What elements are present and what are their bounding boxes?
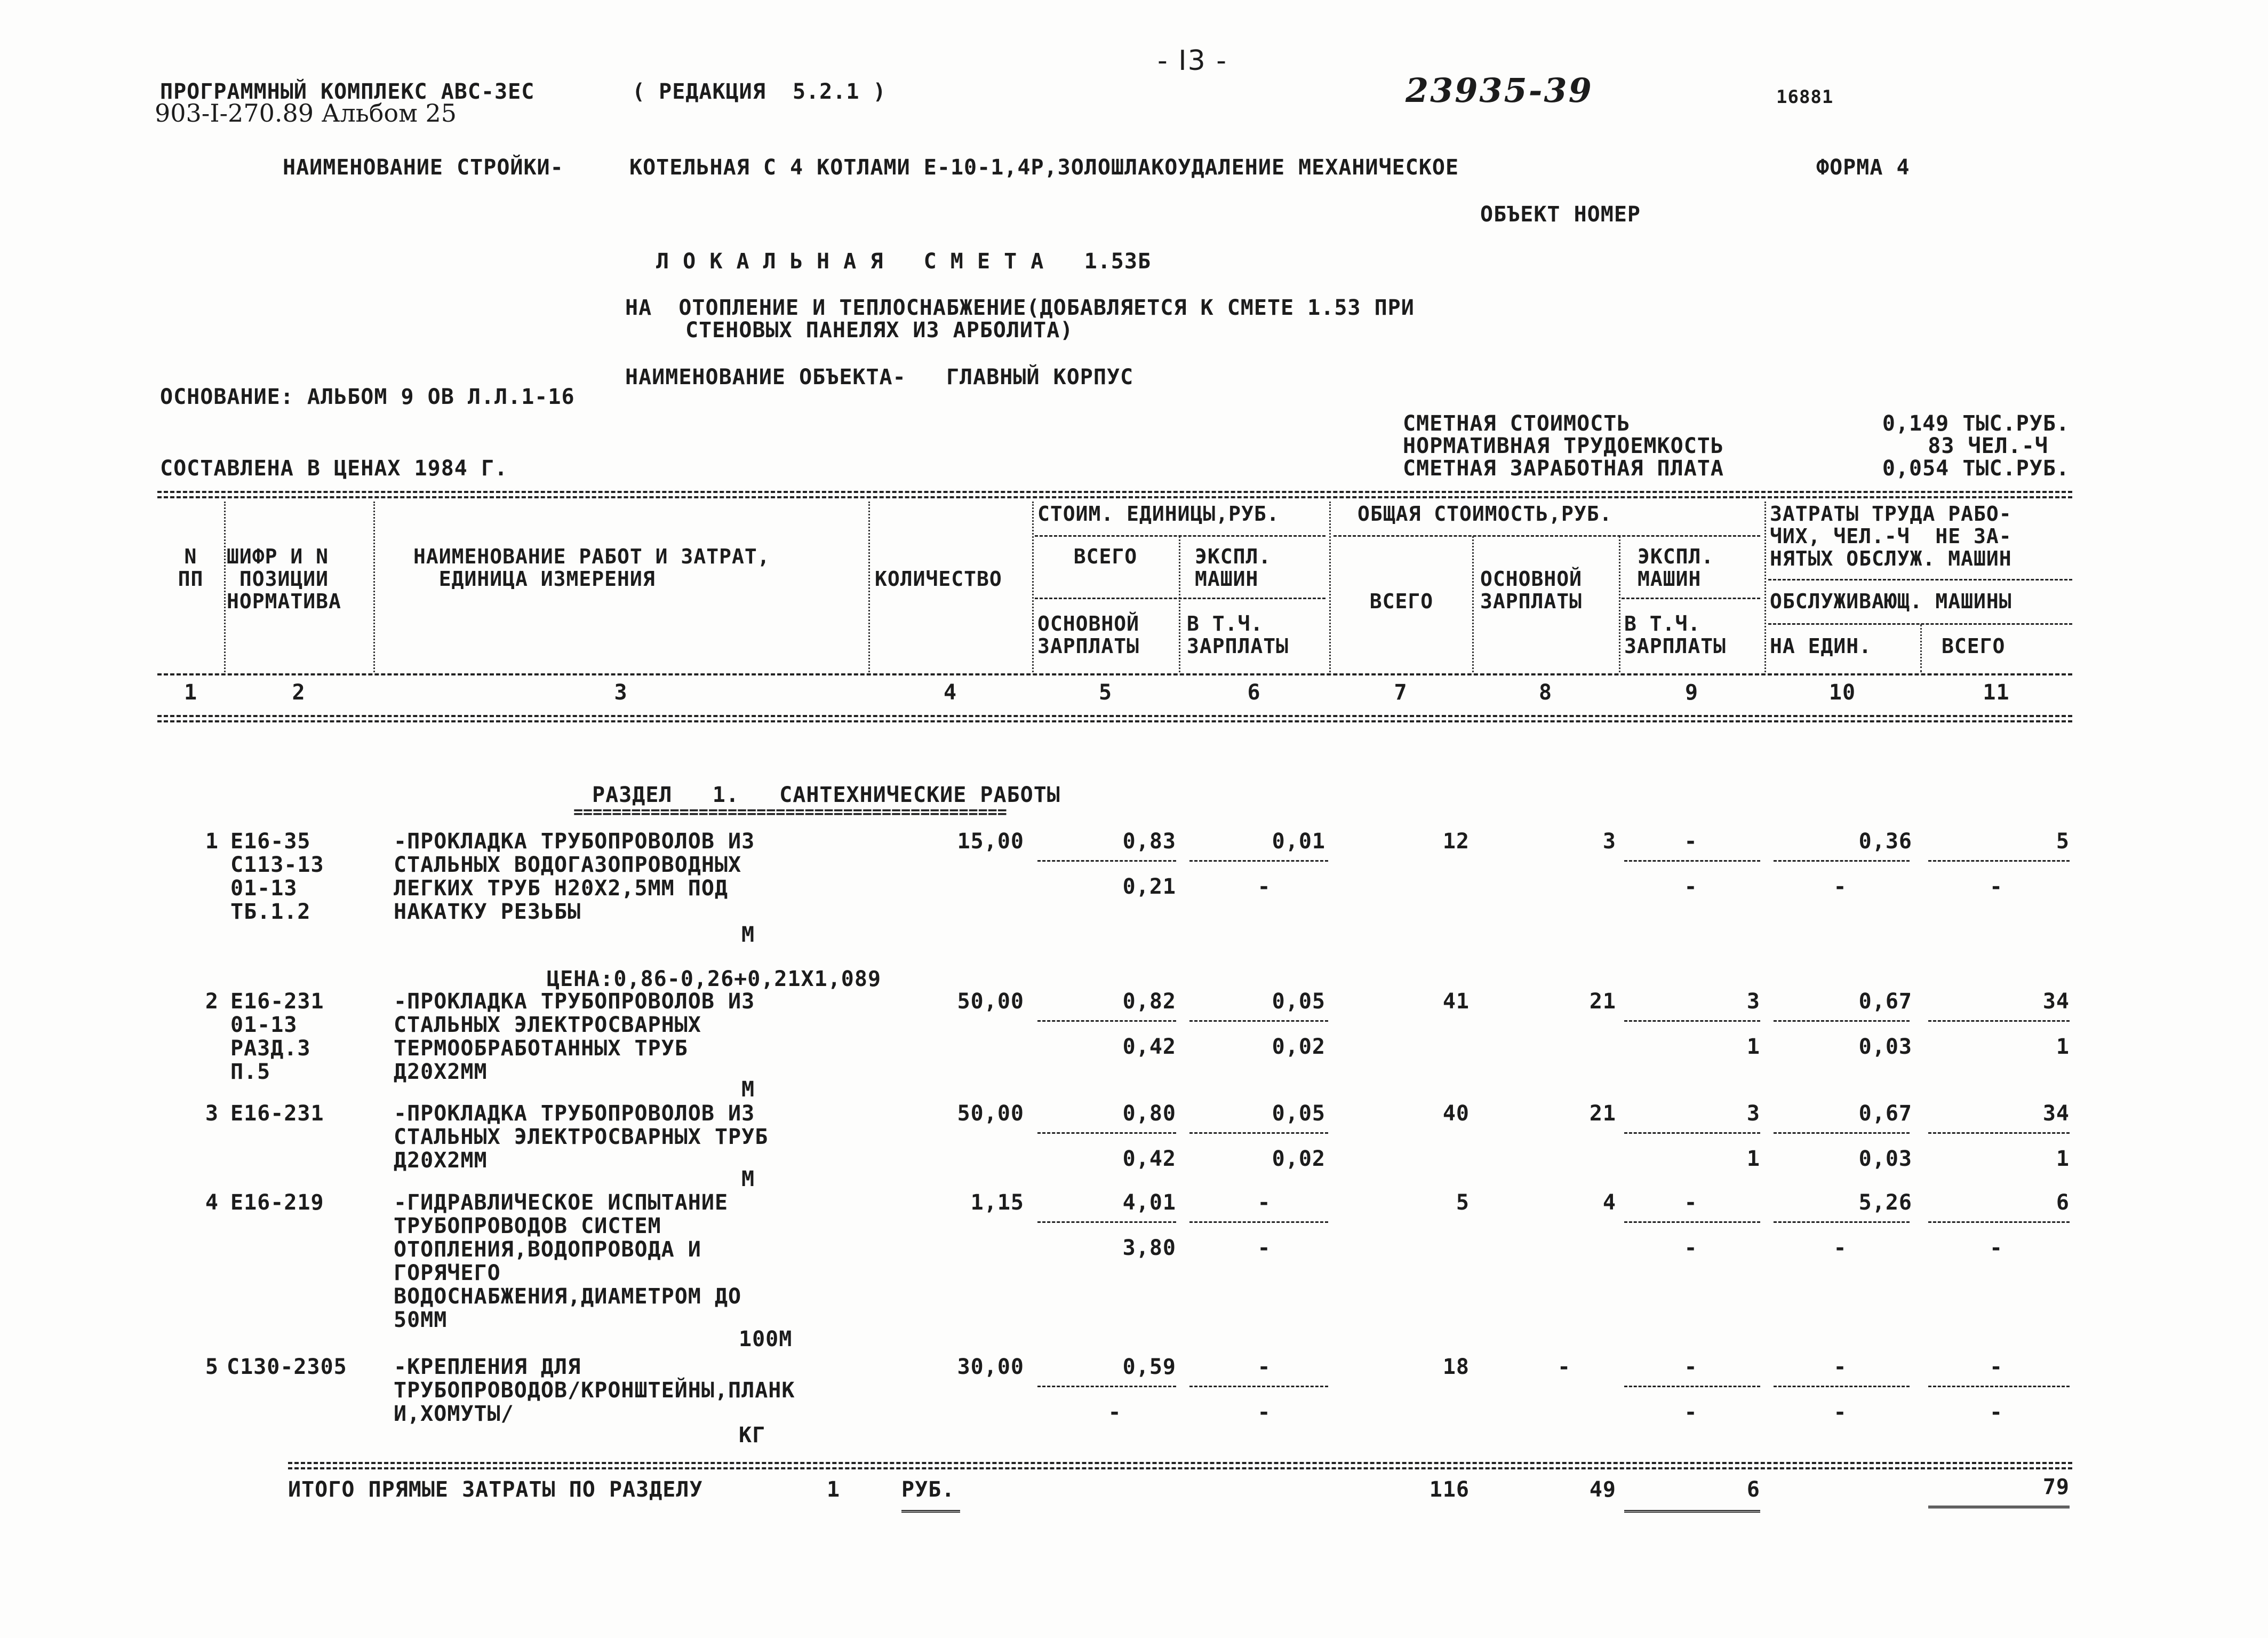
col-header-total-machine-wage: В Т.Ч. ЗАРПЛАТЫ	[1624, 612, 1727, 658]
cell-rule	[1624, 860, 1760, 862]
cell-rule	[1037, 1221, 1176, 1223]
cell-rule	[1624, 1221, 1760, 1223]
row-machine-labor-total: -	[1989, 1400, 2003, 1425]
summary-value-cost: 0,149 ТЫС.РУБ.	[1882, 411, 2070, 436]
column-number-bottom-rule-2	[157, 720, 2072, 722]
row-total: 5	[1456, 1190, 1470, 1215]
col-sep	[224, 502, 226, 672]
row-total: 40	[1442, 1101, 1470, 1126]
col-header-unit-cost: СТОИМ. ЕДИНИЦЫ,РУБ.	[1037, 502, 1280, 526]
header-rule	[1768, 623, 2072, 625]
column-number: 7	[1394, 680, 1408, 705]
col-header-labor-machines: ОБСЛУЖИВАЮЩ. МАШИНЫ	[1770, 590, 2012, 613]
col-header-name: НАИМЕНОВАНИЕ РАБОТ И ЗАТРАТ, ЕДИНИЦА ИЗМЕРЕНИЯ	[413, 545, 770, 591]
row-total-machine-wage: -	[1684, 1400, 1698, 1425]
total-top-rule-2	[288, 1467, 2072, 1469]
column-number: 3	[614, 680, 628, 705]
total-labor-underline	[1928, 1506, 2070, 1508]
cell-rule	[1928, 1386, 2070, 1387]
col-sep	[868, 502, 870, 672]
row-number: 2	[205, 989, 219, 1014]
cell-rule	[1189, 860, 1328, 862]
summary-value-wage: 0,054 ТЫС.РУБ.	[1882, 456, 2070, 481]
row-labor-total: 34	[2042, 1101, 2070, 1126]
column-number-top-rule	[157, 673, 2072, 675]
row-total-machine-wage: -	[1684, 1236, 1698, 1260]
row-unit-total: 0,59	[1122, 1355, 1176, 1379]
row-unit-machine-wage: -	[1257, 1400, 1271, 1425]
row-unit-machine-wage: 0,02	[1272, 1147, 1325, 1171]
row-total: 12	[1442, 829, 1470, 854]
row-number: 1	[205, 829, 219, 854]
row-unit: М	[741, 1077, 755, 1102]
row-name: -ПРОКЛАДКА ТРУБОПРОВОЛОВ ИЗ СТАЛЬНЫХ ВОДОГАЗОПРОВОДНЫХ ЛЕГКИХ ТРУБ Н20Х2,5ММ ПОД НАКАТКУ РЕЗЬБЫ	[394, 829, 755, 924]
summary-label-wage: СМЕТНАЯ ЗАРАБОТНАЯ ПЛАТА	[1403, 456, 1724, 481]
row-unit-machines: -	[1257, 1355, 1271, 1379]
total-labor: 79	[2042, 1475, 2070, 1499]
cell-rule	[1774, 1386, 1910, 1387]
row-labor-unit: -	[1833, 1355, 1847, 1379]
row-labor-total: 5	[2056, 829, 2070, 854]
row-unit-machines: 0,01	[1272, 829, 1325, 854]
row-code: Е16-219	[230, 1190, 324, 1215]
row-unit: М	[741, 1167, 755, 1191]
summary-label-cost: СМЕТНАЯ СТОИМОСТЬ	[1403, 411, 1631, 436]
row-total-machine-wage: 1	[1746, 1035, 1760, 1059]
header-rule	[1035, 535, 1325, 537]
row-name: -ПРОКЛАДКА ТРУБОПРОВОЛОВ ИЗ СТАЛЬНЫХ ЭЛЕКТРОСВАРНЫХ ТЕРМООБРАБОТАННЫХ ТРУБ Д20Х2ММ	[394, 989, 755, 1084]
cell-rule	[1774, 1221, 1910, 1223]
total-wage: 49	[1589, 1477, 1616, 1502]
row-quantity: 50,00	[957, 989, 1024, 1014]
col-sep	[1764, 502, 1766, 672]
total-section-number: 1	[827, 1477, 841, 1502]
total-unit: РУБ.	[901, 1477, 955, 1502]
cell-rule	[1774, 860, 1910, 862]
cell-rule	[1189, 1020, 1328, 1022]
column-number: 5	[1098, 680, 1113, 705]
cell-rule	[1189, 1386, 1328, 1387]
header-rule	[1622, 598, 1760, 599]
row-total: 41	[1442, 989, 1470, 1014]
row-code: Е16-231 01-13 РАЗД.3 П.5	[230, 989, 324, 1084]
row-unit-wage: 3,80	[1122, 1236, 1176, 1260]
col-header-unit-machine-wage: В Т.Ч. ЗАРПЛАТЫ	[1187, 612, 1289, 658]
document-code: 16881	[1776, 86, 1834, 108]
row-unit-machines: 0,05	[1272, 989, 1325, 1014]
row-machine-labor-total: 1	[2056, 1147, 2070, 1171]
cell-rule	[1624, 1020, 1760, 1022]
total-machines: 6	[1746, 1477, 1760, 1502]
row-unit-machine-wage: -	[1257, 874, 1271, 899]
col-sep	[1179, 536, 1180, 672]
cell-rule	[1774, 1020, 1910, 1022]
col-header-labor: ЗАТРАТЫ ТРУДА РАБО- ЧИХ, ЧЕЛ.-Ч НЕ ЗА- НЯТЫХ ОБСЛУЖ. МАШИН	[1770, 502, 2012, 570]
row-number: 5	[205, 1355, 219, 1379]
row-total-machines: 3	[1746, 989, 1760, 1014]
row-name: -КРЕПЛЕНИЯ ДЛЯ ТРУБОПРОВОДОВ/КРОНШТЕЙНЫ,ПЛАНК И,ХОМУТЫ/	[394, 1355, 795, 1426]
total-unit-underline	[901, 1510, 960, 1513]
col-header-unit-wage: ОСНОВНОЙ ЗАРПЛАТЫ	[1037, 612, 1140, 658]
row-total-machines: -	[1684, 1190, 1698, 1215]
cell-rule	[1037, 860, 1176, 862]
estimate-subject-line1: НА ОТОПЛЕНИЕ И ТЕПЛОСНАБЖЕНИЕ(ДОБАВЛЯЕТСЯ К СМЕТЕ 1.53 ПРИ	[625, 296, 1415, 320]
row-code: Е16-35 С113-13 01-13 ТБ.1.2	[230, 829, 324, 924]
row-name: -ПРОКЛАДКА ТРУБОПРОВОЛОВ ИЗ СТАЛЬНЫХ ЭЛЕКТРОСВАРНЫХ ТРУБ Д20Х2ММ	[394, 1101, 769, 1173]
cell-rule	[1189, 1132, 1328, 1134]
row-labor-unit: 5,26	[1858, 1190, 1912, 1215]
column-number-bottom-rule	[157, 715, 2072, 717]
row-unit-wage: 0,21	[1122, 874, 1176, 899]
row-unit-machine-wage: 0,02	[1272, 1035, 1325, 1059]
row-unit: КГ	[739, 1423, 766, 1448]
row-labor-unit: 0,36	[1858, 829, 1912, 854]
row-machine-labor-unit: 0,03	[1858, 1035, 1912, 1059]
document-number: 23935-39	[1405, 71, 1593, 110]
row-total-machines: -	[1684, 1355, 1698, 1379]
cell-rule	[1928, 1020, 2070, 1022]
total-cost: 116	[1429, 1477, 1470, 1502]
row-machine-labor-unit: -	[1833, 1400, 1847, 1425]
column-number: 10	[1828, 680, 1856, 705]
col-header-unit-machines: ЭКСПЛ. МАШИН	[1195, 545, 1272, 591]
cell-rule	[1624, 1386, 1760, 1387]
row-number: 4	[205, 1190, 219, 1215]
row-total-wage: 3	[1602, 829, 1616, 854]
col-sep	[1619, 536, 1620, 672]
row-labor-unit: 0,67	[1858, 989, 1912, 1014]
cell-rule	[1189, 1221, 1328, 1223]
header-rule	[1035, 598, 1325, 599]
col-header-total-wage: ОСНОВНОЙ ЗАРПЛАТЫ	[1480, 567, 1583, 613]
col-sep	[1920, 624, 1922, 672]
row-total-wage: 21	[1589, 1101, 1616, 1126]
row-unit: М	[741, 923, 755, 947]
row-machine-labor-total: -	[1989, 874, 2003, 899]
row-machine-labor-unit: -	[1833, 1236, 1847, 1260]
cell-rule	[1928, 1221, 2070, 1223]
col-header-total-all: ВСЕГО	[1369, 590, 1434, 613]
row-total-wage: 4	[1602, 1190, 1616, 1215]
row-labor-total: 6	[2056, 1190, 2070, 1215]
row-unit-total: 0,82	[1122, 989, 1176, 1014]
section-title: РАЗДЕЛ 1. САНТЕХНИЧЕСКИЕ РАБОТЫ	[592, 783, 1060, 807]
cell-rule	[1928, 1132, 2070, 1134]
row-unit-total: 0,80	[1122, 1101, 1176, 1126]
column-number: 8	[1538, 680, 1553, 705]
estimate-title: Л О К А Л Ь Н А Я С М Е Т А 1.53Б	[656, 249, 1152, 274]
row-quantity: 15,00	[957, 829, 1024, 854]
row-machine-labor-unit: -	[1833, 874, 1847, 899]
cell-rule	[1774, 1132, 1910, 1134]
table-top-rule	[157, 491, 2072, 493]
row-price-note: ЦЕНА:0,86-0,26+0,21Х1,089	[547, 967, 882, 991]
row-code: С130-2305	[227, 1355, 347, 1379]
row-number: 3	[205, 1101, 219, 1126]
column-number: 4	[943, 680, 957, 705]
col-header-quantity: КОЛИЧЕСТВО	[875, 567, 1002, 591]
col-sep	[1472, 536, 1474, 672]
row-total-wage: 21	[1589, 989, 1616, 1014]
row-machine-labor-total: -	[1989, 1236, 2003, 1260]
row-unit-machine-wage: -	[1257, 1236, 1271, 1260]
row-labor-unit: 0,67	[1858, 1101, 1912, 1126]
cell-rule	[1037, 1132, 1176, 1134]
row-unit-total: 4,01	[1122, 1190, 1176, 1215]
cell-rule	[1928, 860, 2070, 862]
col-header-total-cost: ОБЩАЯ СТОИМОСТЬ,РУБ.	[1357, 502, 1612, 526]
object-name: НАИМЕНОВАНИЕ ОБЪЕКТА- ГЛАВНЫЙ КОРПУС	[625, 365, 1134, 389]
col-header-labor-total: ВСЕГО	[1942, 634, 2006, 658]
row-unit-machines: -	[1257, 1190, 1271, 1215]
row-total-machine-wage: 1	[1746, 1147, 1760, 1171]
price-basis: СОСТАВЛЕНА В ЦЕНАХ 1984 Г.	[160, 456, 508, 481]
col-header-number: N ПП	[178, 545, 204, 591]
row-quantity: 1,15	[970, 1190, 1024, 1215]
row-quantity: 50,00	[957, 1101, 1024, 1126]
column-number: 6	[1247, 680, 1261, 705]
row-total: 18	[1442, 1355, 1470, 1379]
header-rule	[1333, 535, 1760, 537]
row-unit: 100М	[739, 1327, 793, 1351]
total-top-rule	[288, 1462, 2072, 1464]
program-name: ПРОГРАММНЫЙ КОМПЛЕКС АВС-ЗЕС	[160, 79, 535, 104]
col-header-unit-total: ВСЕГО	[1073, 545, 1138, 568]
summary-value-labor: 83 ЧЕЛ.-Ч	[1928, 434, 2048, 458]
cell-rule	[1037, 1386, 1176, 1387]
row-total-machines: 3	[1746, 1101, 1760, 1126]
col-header-labor-unit: НА ЕДИН.	[1770, 634, 1872, 658]
col-header-total-machines: ЭКСПЛ. МАШИН	[1638, 545, 1714, 591]
estimate-basis: ОСНОВАНИЕ: АЛЬБОМ 9 ОВ Л.Л.1-16	[160, 385, 575, 409]
form-number: ФОРМА 4	[1816, 155, 1910, 180]
cell-rule	[1624, 1132, 1760, 1134]
row-unit-wage: 0,42	[1122, 1147, 1176, 1171]
row-total-machine-wage: -	[1684, 874, 1698, 899]
row-labor-total: 34	[2042, 989, 2070, 1014]
column-number: 9	[1684, 680, 1699, 705]
table-top-rule-2	[157, 496, 2072, 498]
header-rule	[1768, 579, 2072, 581]
row-code: Е16-231	[230, 1101, 324, 1126]
project-label: НАИМЕНОВАНИЕ СТРОЙКИ-	[283, 155, 564, 180]
row-unit-wage: -	[1108, 1400, 1122, 1425]
row-quantity: 30,00	[957, 1355, 1024, 1379]
column-number: 1	[183, 680, 198, 705]
column-number: 11	[1983, 680, 2010, 705]
row-machine-labor-total: 1	[2056, 1035, 2070, 1059]
section-underline: =============================================	[573, 803, 1007, 822]
row-name: -ГИДРАВЛИЧЕСКОЕ ИСПЫТАНИЕ ТРУБОПРОВОДОВ СИСТЕМ ОТОПЛЕНИЯ,ВОДОПРОВОДА И ГОРЯЧЕГО ВОДОСНАБЖЕНИЯ,ДИАМЕТРОМ ДО 50ММ	[394, 1190, 742, 1332]
row-total-machines: -	[1684, 829, 1698, 854]
row-machine-labor-unit: 0,03	[1858, 1147, 1912, 1171]
row-unit-wage: 0,42	[1122, 1035, 1176, 1059]
estimate-subject-line2: СТЕНОВЫХ ПАНЕЛЯХ ИЗ АРБОЛИТА)	[685, 318, 1074, 343]
row-total-wage: -	[1557, 1355, 1571, 1379]
total-machines-underline	[1624, 1510, 1760, 1513]
col-sep	[373, 502, 375, 672]
project-name: КОТЕЛЬНАЯ С 4 КОТЛАМИ Е-10-1,4Р,ЗОЛОШЛАКОУДАЛЕНИЕ МЕХАНИЧЕСКОЕ	[629, 155, 1459, 180]
col-sep	[1329, 502, 1331, 672]
col-sep	[1032, 502, 1034, 672]
total-label: ИТОГО ПРЯМЫЕ ЗАТРАТЫ ПО РАЗДЕЛУ	[288, 1477, 703, 1502]
row-labor-total: -	[1989, 1355, 2003, 1379]
summary-label-labor: НОРМАТИВНАЯ ТРУДОЕМКОСТЬ	[1403, 434, 1724, 458]
page-number: - I3 -	[1157, 45, 1228, 77]
cell-rule	[1037, 1020, 1176, 1022]
album-reference: 903-I-270.89 Альбом 25	[155, 99, 457, 128]
program-edition: ( РЕДАКЦИЯ 5.2.1 )	[632, 79, 887, 104]
object-number-label: ОБЪЕКТ НОМЕР	[1480, 202, 1641, 227]
column-number: 2	[292, 680, 306, 705]
col-header-code: ШИФР И N ПОЗИЦИИ НОРМАТИВА	[227, 545, 341, 613]
row-unit-machines: 0,05	[1272, 1101, 1325, 1126]
row-unit-total: 0,83	[1122, 829, 1176, 854]
